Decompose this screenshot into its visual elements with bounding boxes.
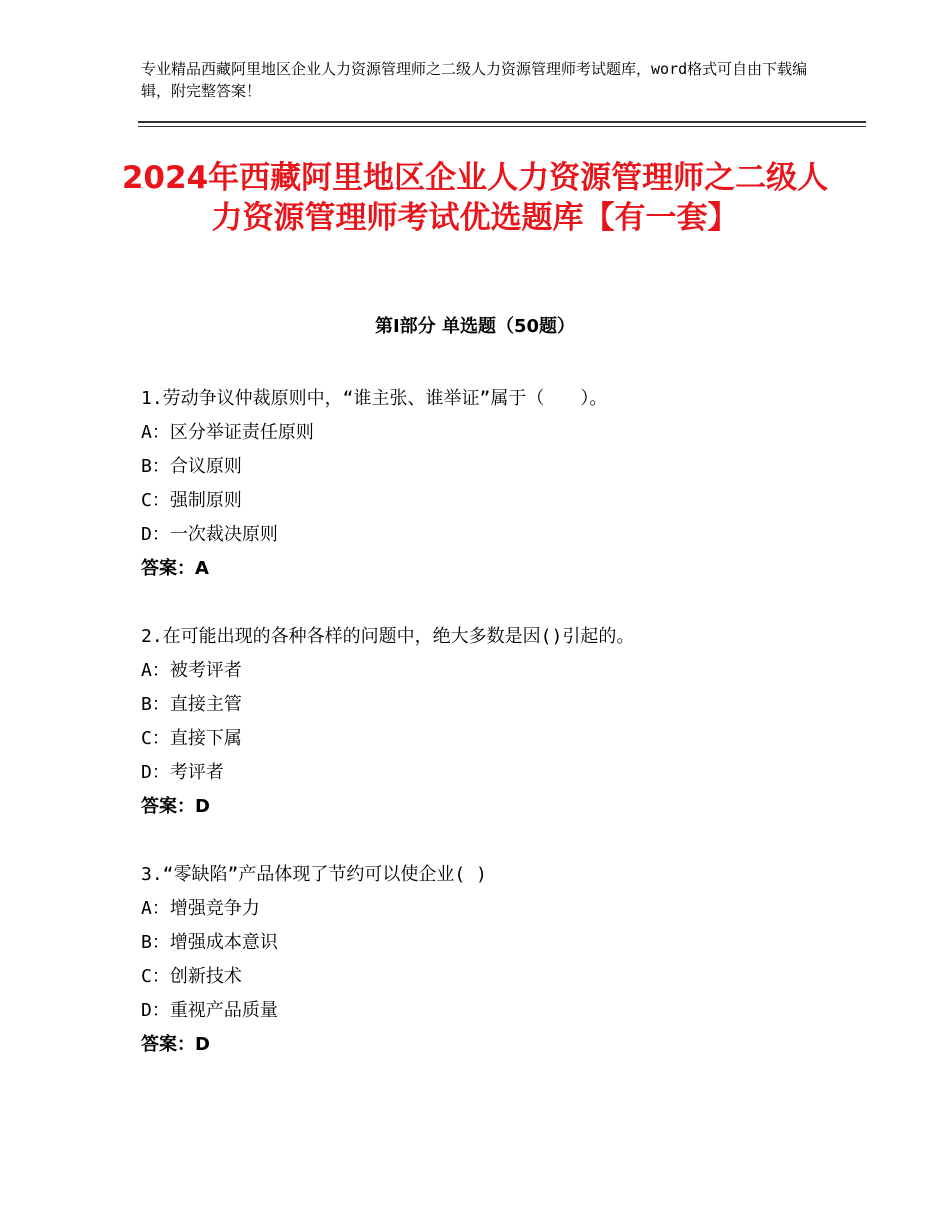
section-title: 第Ⅰ部分 单选题（50题） (374, 316, 575, 337)
question-3 (141, 858, 841, 1062)
question-stem: 1.劳动争议仲裁原则中，“谁主张、谁举证”属于（ ）。 (141, 388, 608, 409)
option-c: C：强制原则 (141, 490, 242, 511)
answer: 答案：D (141, 1034, 210, 1055)
answer: 答案：D (141, 796, 210, 817)
question-1 (141, 382, 841, 586)
document-title: 2024年西藏阿里地区企业人力资源管理师之二级人力资源管理师考试优选题库【有一套】 (121, 160, 829, 236)
header-note: 专业精品西藏阿里地区企业人力资源管理师之二级人力资源管理师考试题库，word格式可自由下载编辑，附完整答案！ (141, 60, 808, 100)
question-stem: 2.在可能出现的各种各样的问题中，绝大多数是因()引起的。 (141, 626, 635, 647)
option-b: B：合议原则 (141, 456, 242, 477)
option-d: D：重视产品质量 (141, 1000, 278, 1021)
option-b: B：直接主管 (141, 694, 242, 715)
question-list (141, 382, 841, 1096)
option-a: A：区分举证责任原则 (141, 422, 314, 443)
header-rule-thin (138, 126, 866, 127)
option-a: A：被考评者 (141, 660, 242, 681)
question-2 (141, 620, 841, 824)
option-b: B：增强成本意识 (141, 932, 278, 953)
option-c: C：直接下属 (141, 728, 242, 749)
question-stem: 3.“零缺陷”产品体现了节约可以使企业( ) (141, 864, 487, 885)
option-d: D：考评者 (141, 762, 224, 783)
option-d: D：一次裁决原则 (141, 524, 278, 545)
answer: 答案：A (141, 558, 209, 579)
option-a: A：增强竞争力 (141, 898, 260, 919)
option-c: C：创新技术 (141, 966, 242, 987)
header-rule-thick (138, 121, 866, 123)
